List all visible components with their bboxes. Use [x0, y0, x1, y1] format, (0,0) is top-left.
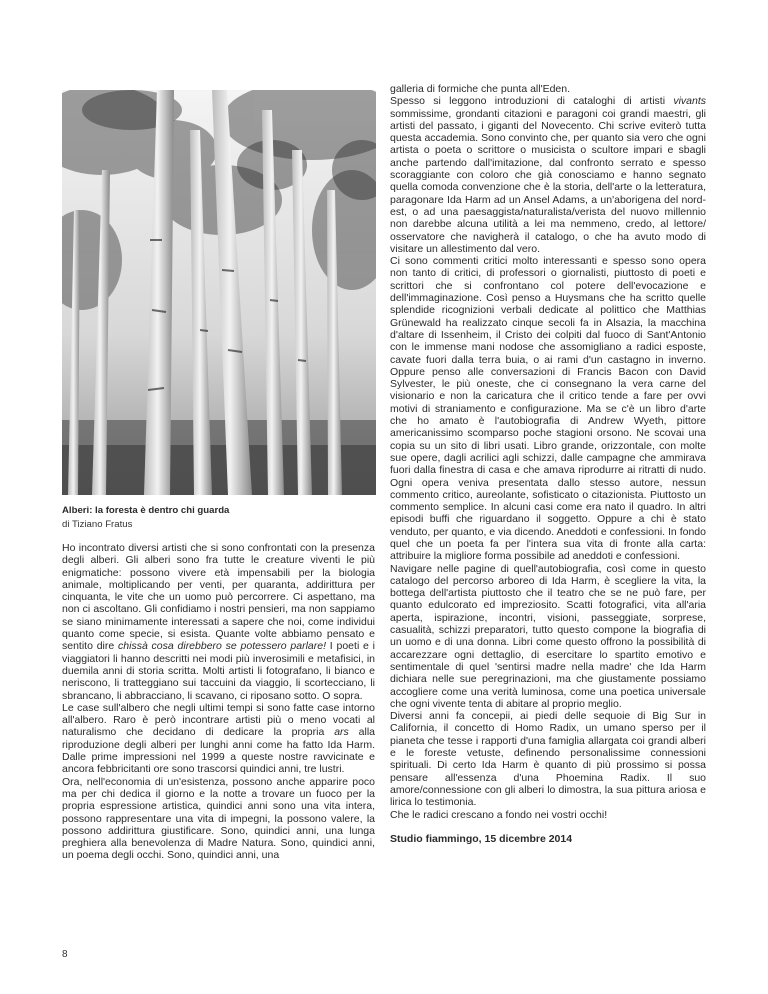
- paragraph: Diversi anni fa concepii, ai piedi delle sequoie di Big Sur in California, il concetto di Homo Radix, un umano sperso per il pianeta che tesse i rapporti d'una famiglia allargata coi grandi alberi e le foreste vetuste, definendo personalissime connessioni spirituali. Di certo Ida Harm è quanto di più prossimo si possa pensare all'essenza d'una Phoemina Radix. Il suo amore/connessione con gli alberi lo dimostra, la sua pittura ariosa e lirica lo testimonia.: [390, 710, 706, 809]
- paragraph: Spesso si leggono introduzioni di cataloghi di artisti vivants sommissime, grondanti citazioni e paragoni coi grandi maestri, gli artisti del passato, i giganti del Novecento. Chi scrive eviterò tutta questa accademia. Sono convinto che, per quanto sia vero che ogni artista o poeta o scrittore o musicista o scultore impari e sbagli anche partendo dall'imitazione, dal confronto serrato e spesso scoraggiante con coloro che già conosciamo e hanno segnato quella comoda convenzione che è la storia, dell'arte o la letteratura, paragonare Ida Harm ad un Ansel Adams, a un'aborigena del nord-est, o ad una paesaggista/naturalista/verista del nuovo millennio non darebbe alcuna utilità a lei ma nemmeno, credo, al lettore/ osservatore che navigherà il catalogo, o che ha avuto modo di visitare un allestimento dal vero.: [390, 95, 706, 255]
- paragraph: Navigare nelle pagine di quell'autobiografia, così come in questo catalogo del percorso arboreo di Ida Harm, è scegliere la vita, la bottega dell'artista piuttosto che il teatro che se ne può fare, per quanto edulcorato ed impreziosito. Scatti fotografici, vita all'aria aperta, ispirazione, incontri, visioni, passeggiate, sorprese, casualità, schizzi preparatori, tutto questo compone la biografia di un uomo e di una donna. Libri come questo offrono la possibilità di accarezzare ogni dettaglio, di esercitare lo spartito emotivo e sentimentale di quel 'sentirsi madre nella madre' che Ida Harm dichiara nelle sue peregrinazioni, ma che giustamente possiamo accogliere come una verità luminosa, come una poetica universale che ogni vivente tenta di abitare al proprio meglio.: [390, 562, 706, 710]
- paragraph: Ci sono commenti critici molto interessanti e spesso sono opera non tanto di critici, di professori o giornalisti, piuttosto di poeti e scrittori che si confrontano col potere dell'evocazione e dell'immaginazione. Così penso a Huysmans che ha scritto quelle splendide ricognizioni verbali dedicate al polittico che Matthias Grünewald ha realizzato cinque secoli fa in Alsazia, la macchina d'altare di Issenheim, il Cristo dei colpiti dal fuoco di Sant'Antonio con le immense mani nodose che assomigliano a radici esposte, cavate fuori dalla terra buia, o ai rami d'un castagno in inverno. Oppure penso alle conversazioni di Francis Bacon con David Sylvester, le più oneste, che ci consegnano la vera carne del visionario e non la caricatura che il critico tende a fare per ovvi motivi di straniamento e configurazione. Ma se c'è un libro d'arte che ho amato è l'autobiografia di Andrew Wyeth, pittore americanissimo scomparso poche stagioni orsono. Ne scovai una copia su un sito di libri usati. Libro grande, orizzontale, con molte sue opere, dagli acrilici agli schizzi, dalle campagne che ammirava fuori dalla finestra di casa e che amava riprodurre ai ritratti di nudo. Ogni opera veniva presentata dallo stesso autore, nessun commento critico, aureolante, sofisticato o citazionista. Piuttosto un commento semplice. In alcuni casi come era nato il quadro. In altri episodi buffi che riguardano il soggetto. Oppure a chi è stato venduto, per quanto, e via dicendo. Aneddoti e confessioni. In fondo quel che un poeta fa per l'intera sua vita di fronte alla carta: attribuire la migliore forma possibile ad aneddoti e confessioni.: [390, 255, 706, 563]
- paragraph: Che le radici crescano a fondo nei vostri occhi!: [390, 808, 608, 821]
- caption-author: di Tiziano Fratus: [62, 519, 133, 530]
- paragraph: Ho incontrato diversi artisti che si sono confrontati con la presenza degli alberi. Gli alberi sono fra tutte le creature viventi le più enigmatiche: possono vivere età impensabili per la biologia animale, moltiplicando per venti, per quaranta, addirittura per cinquanta, le vite che un uomo può percorrere. Ci aspettano, ma non ci ascoltano. Gli confidiamo i nostri pensieri, ma non sappiamo se siano minimamente interessati a sapere che noi, come individui quanto come specie, si esista. Quante volte abbiamo pensato e sentito dire chissà cosa direbbero se potessero parlare! I poeti e i viaggiatori li hanno descritti nei modi più inverosimili e metafisici, in duemila anni di storia scritta. Molti artisti li fotografano, li bianco e neriscono, li tratteggiano sui taccuini da viaggio, li scortecciano, li sbrancano, li abbracciano, li scavano, ci riposano sotto. O sopra.: [62, 542, 376, 702]
- caption-title: Alberi: la foresta è dentro chi guarda: [62, 505, 230, 516]
- right-column: [390, 83, 706, 845]
- page-number: 8: [62, 949, 68, 960]
- signature: Studio fiammingo, 15 dicembre 2014: [390, 832, 573, 845]
- left-column: [62, 542, 375, 862]
- birch-forest-photo: [62, 90, 376, 495]
- paragraph: Ora, nell'economia di un'esistenza, possono anche apparire poco ma per chi dedica il giorno e la notte a trovare un fuoco per la propria espressione artistica, quindici anni sono una vita intera, possono rappresentare una vita di impegni, la possono valere, la possono addirittura giustificare. Sono, quindici anni, una lunga preghiera alla benevolenza di Madre Natura. Sono, quindici anni, un poema degli occhi. Sono, quindici anni, una: [62, 775, 375, 862]
- paragraph: Le case sull'albero che negli ultimi tempi si sono fatte case intorno all'albero. Raro è però incontrare artisti più o meno vocati al naturalismo che decidano di dedicare la propria ars alla riproduzione degli alberi per lunghi anni come ha fatto Ida Harm. Dalle prime impressioni nel 1999 a queste nostre ravvicinate e ancora febbricitanti ore sono trascorsi quindici anni, tre lustri.: [62, 701, 375, 776]
- paragraph: galleria di formiche che punta all'Eden.: [390, 83, 571, 95]
